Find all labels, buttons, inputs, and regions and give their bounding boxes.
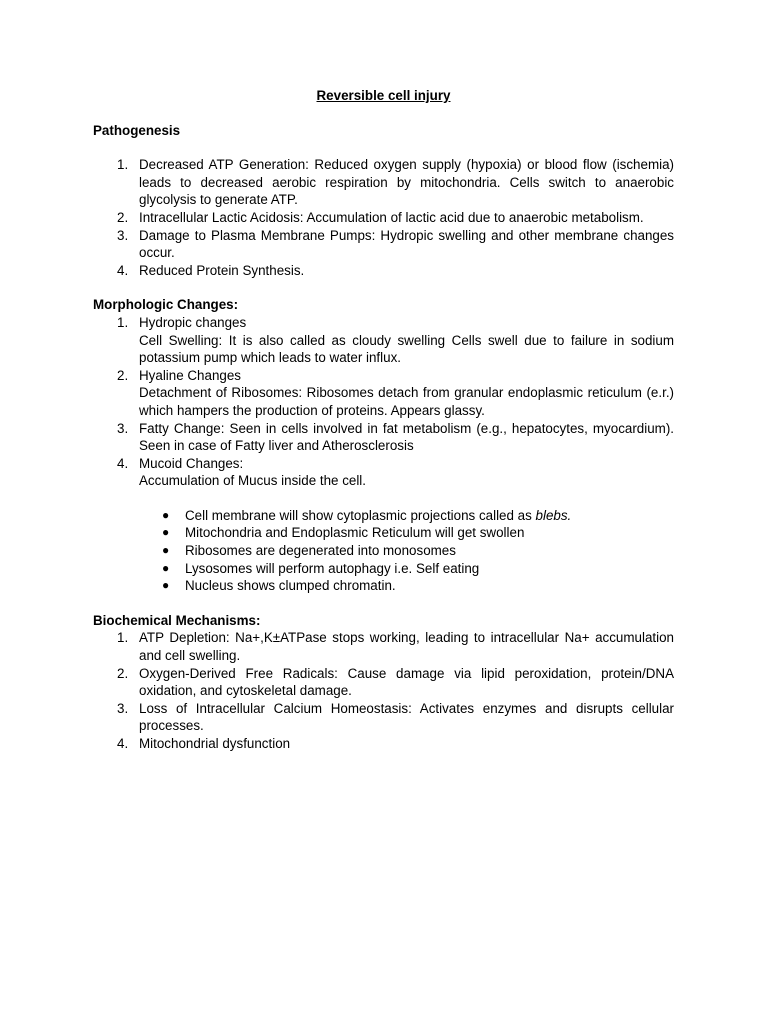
item-number: 2. (117, 209, 129, 225)
list-item (93, 665, 674, 700)
item-number: 2. (117, 367, 129, 383)
list-item (93, 227, 674, 262)
cell-changes-bullet-list (93, 507, 674, 595)
pathogenesis-heading: Pathogenesis (93, 122, 181, 138)
bullet-icon: ● (162, 543, 170, 558)
item-detail: Detachment of Ribosomes: Ribosomes detach from granular endoplasmic reticulum (e.r.) which hampers the production of proteins. Appears glassy. (139, 385, 674, 418)
bullet-icon: ● (162, 525, 170, 540)
morphologic-heading: Morphologic Changes: (93, 297, 239, 313)
item-detail: Cell Swelling: It is also called as cloudy swelling Cells swell due to failure in sodium potassium pump which leads to water influx. (139, 332, 674, 366)
item-detail: Accumulation of Mucus inside the cell. (139, 473, 367, 489)
item-title: Hyaline Changes (139, 367, 241, 383)
item-title: Mucoid Changes: (139, 455, 244, 471)
bullet-item (93, 560, 674, 578)
document-body (93, 87, 674, 753)
item-text: Reduced Protein Synthesis. (139, 262, 305, 278)
bullet-text: Cell membrane will show cytoplasmic projections called as (185, 507, 536, 523)
bullet-item (93, 524, 674, 542)
bullet-item (93, 542, 674, 560)
list-item (93, 420, 674, 455)
bullet-icon: ● (162, 507, 170, 522)
item-text: Damage to Plasma Membrane Pumps: Hydropic swelling and other membrane changes occur. (139, 227, 674, 261)
pathogenesis-list (93, 156, 674, 279)
bullet-text: Mitochondria and Endoplasmic Reticulum will get swollen (185, 525, 525, 541)
list-item (93, 735, 674, 753)
bullet-item (93, 577, 674, 595)
bullet-icon: ● (162, 578, 170, 593)
list-item (93, 700, 674, 735)
biochemical-heading: Biochemical Mechanisms: (93, 612, 261, 628)
item-text: Loss of Intracellular Calcium Homeostasis: Activates enzymes and disrupts cellular processes. (139, 700, 674, 734)
item-number: 2. (117, 665, 129, 681)
bullet-emphasis: blebs. (535, 507, 572, 523)
item-text: Decreased ATP Generation: Reduced oxygen supply (hypoxia) or blood flow (ischemia) leads to decreased aerobic respiration by mitochondria. Cells switch to anaerobic glycolysis to generate ATP. (139, 157, 674, 208)
item-number: 3. (117, 420, 129, 436)
document-title: Reversible cell injury (316, 88, 451, 103)
list-item (93, 367, 674, 420)
item-number: 1. (117, 157, 129, 173)
item-text: ATP Depletion: Na+,K±ATPase stops working, leading to intracellular Na+ accumulation and cell swelling. (139, 630, 674, 664)
bullet-text: Ribosomes are degenerated into monosomes (185, 543, 456, 559)
item-title: Hydropic changes (139, 314, 247, 330)
list-item (93, 262, 674, 280)
item-number: 1. (117, 314, 129, 330)
item-number: 4. (117, 736, 129, 751)
item-text: Oxygen-Derived Free Radicals: Cause damage via lipid peroxidation, protein/DNA oxidation, and cytoskeletal damage. (139, 665, 674, 699)
item-text: Intracellular Lactic Acidosis: Accumulation of lactic acid due to anaerobic metabolism. (139, 209, 644, 225)
item-text: Fatty Change: Seen in cells involved in fat metabolism (e.g., hepatocytes, myocardium). Seen in case of Fatty liver and Atherosclerosis (139, 420, 674, 454)
morphologic-list (93, 314, 674, 490)
list-item (93, 156, 674, 209)
list-item (93, 209, 674, 227)
item-number: 3. (117, 227, 129, 243)
bullet-text: Lysosomes will perform autophagy i.e. Self eating (185, 560, 480, 576)
item-text: Mitochondrial dysfunction (139, 736, 291, 751)
item-number: 4. (117, 455, 129, 471)
item-number: 4. (117, 262, 129, 278)
item-number: 1. (117, 630, 129, 646)
list-item (93, 629, 674, 664)
bullet-text: Nucleus shows clumped chromatin. (185, 578, 396, 594)
bullet-icon: ● (162, 560, 170, 575)
item-number: 3. (117, 700, 129, 716)
biochemical-list (93, 629, 674, 752)
bullet-item (93, 507, 674, 525)
list-item (93, 314, 674, 367)
list-item (93, 455, 674, 490)
